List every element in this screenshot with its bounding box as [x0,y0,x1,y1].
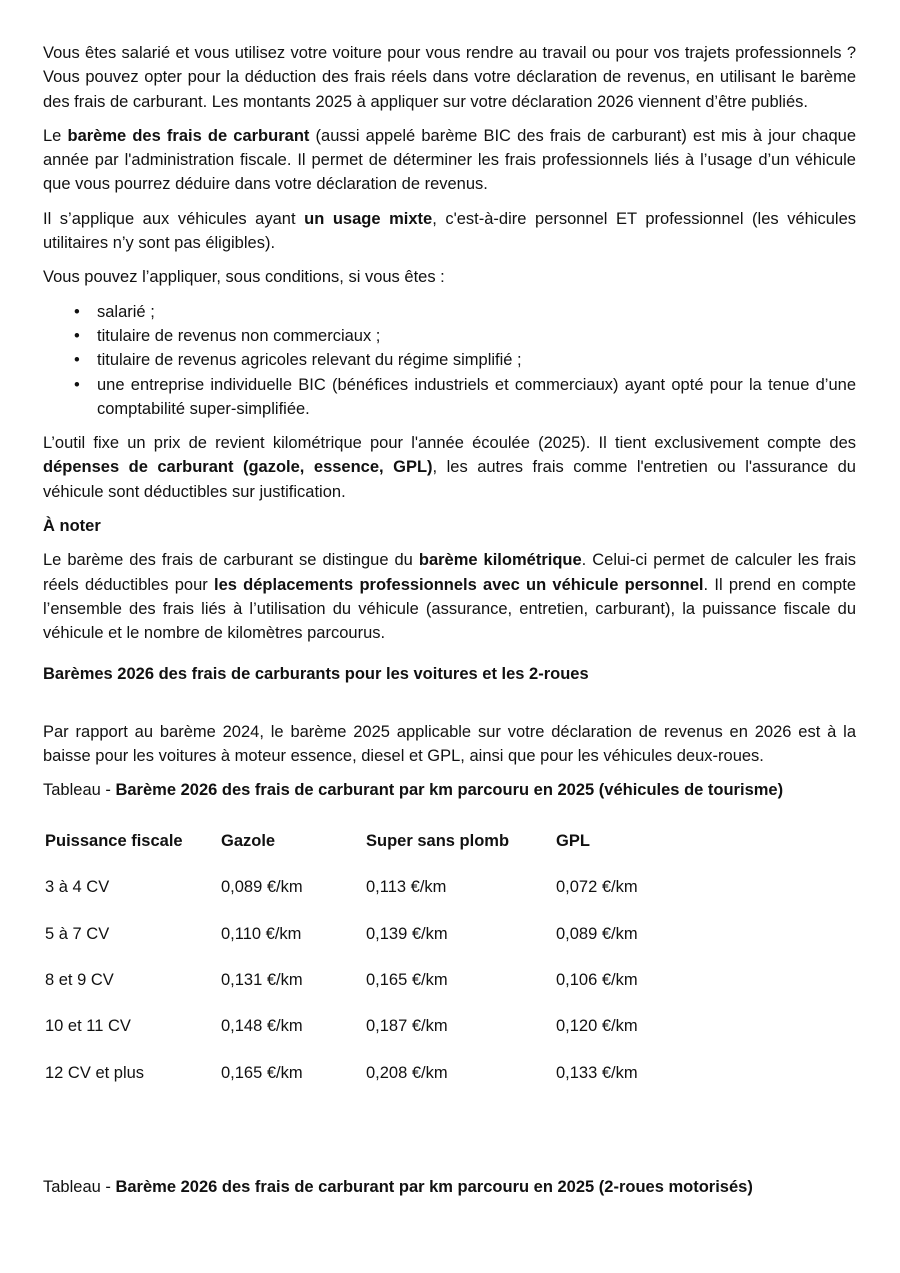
cell-gpl: 0,120 €/km [556,1017,638,1036]
caption-prefix: Tableau - [43,1178,116,1197]
cell-gazole: 0,148 €/km [221,1017,303,1036]
table-header-row [45,829,676,875]
caption-prefix: Tableau - [43,781,116,800]
cell-gazole: 0,110 €/km [221,924,302,943]
header-gpl: GPL [556,831,590,850]
bold-term: les déplacements professionnels avec un véhicule personnel [213,575,704,594]
bareme-definition-paragraph [43,124,856,197]
text-span: . Il prend en compte l’ensemble des frais liés à l’utilisation du véhicule (assurance, entretien, carburant), la puissance fiscale du véhicule et le nombre de kilomètres parcourus. [43,575,856,643]
table-row [45,968,676,1014]
bold-term: barème kilométrique [418,551,582,570]
intro-paragraph: Vous êtes salarié et vous utilisez votre voiture pour vous rendre au travail ou pour vos trajets professionnels ? Vous pouvez opter pour la déduction des frais réels dans votre déclaration de revenus, en utilisant le barème des frais de carburant. Les montants 2025 à appliquer sur votre déclaration 2026 viennent d’être publiés. [43,44,856,111]
usage-mixte-paragraph [43,207,856,256]
cell-puissance: 10 et 11 CV [45,1017,131,1036]
list-item: • salarié ; [97,300,856,324]
text-span: L’outil fixe un prix de revient kilométrique pour l'année écoulée (2025). Il tient exclusivement compte des [43,434,856,453]
cell-puissance: 8 et 9 CV [45,970,114,989]
cell-puissance: 12 CV et plus [45,1063,145,1082]
text-span: Le [43,126,68,145]
cell-gpl: 0,072 €/km [556,878,638,897]
table1-caption [43,778,856,802]
note-paragraph [43,548,856,645]
conditions-list [43,300,856,421]
cell-gazole: 0,131 €/km [221,970,303,989]
cell-gpl: 0,089 €/km [556,924,638,943]
table-row [45,875,676,921]
list-item: • une entreprise individuelle BIC (bénéfices industriels et commerciaux) ayant opté pour la tenue d’une comptabilité super-simplifiée. [97,373,856,422]
text-span: , les autres frais comme l'entretien ou l'assurance du véhicule sont déductibles sur justification. [43,458,856,501]
caption-title: Barème 2026 des frais de carburant par km parcouru en 2025 (2-roues motorisés) [115,1178,753,1197]
cell-gazole: 0,089 €/km [221,878,303,897]
table-row [45,1061,676,1107]
bold-term: un usage mixte [304,209,433,228]
cell-super: 0,165 €/km [366,970,448,989]
header-puissance-fiscale: Puissance fiscale [45,831,183,850]
note-title: À noter [43,517,101,536]
section-heading: Barèmes 2026 des frais de carburants pour les voitures et les 2-roues [43,664,589,683]
table-row [45,922,676,968]
text-span: , c'est-à-dire personnel ET professionnel (les véhicules utilitaires n’y sont pas éligibles). [43,209,856,253]
text-span: (aussi appelé barème BIC des frais de carburant) est mis à jour chaque année par l'administration fiscale. Il permet de déterminer les frais professionnels liés à l’usage d’un véhicule que vous pourrez déduire dans votre déclaration de revenus. [43,126,856,194]
cell-super: 0,208 €/km [366,1063,448,1082]
cell-gpl: 0,106 €/km [556,970,638,989]
caption-title: Barème 2026 des frais de carburant par km parcouru en 2025 (véhicules de tourisme) [115,781,784,800]
text-span: . Celui-ci permet de calculer les frais réels déductibles pour [43,551,857,594]
bold-term: barème des frais de carburant [67,126,310,145]
table2-caption [43,1175,856,1199]
cell-super: 0,113 €/km [366,878,447,897]
carburant-expenses-paragraph [43,431,856,504]
text-span: Le barème des frais de carburant se distingue du [43,551,419,570]
cell-gazole: 0,165 €/km [221,1063,303,1082]
cell-gpl: 0,133 €/km [556,1063,638,1082]
cell-super: 0,139 €/km [366,924,448,943]
text-span: Il s’applique aux véhicules ayant [43,209,305,228]
header-gazole: Gazole [221,831,276,850]
cell-puissance: 3 à 4 CV [45,878,110,897]
header-super-sans-plomb: Super sans plomb [366,831,510,850]
list-item: • titulaire de revenus agricoles relevant du régime simplifié ; [97,348,856,372]
cell-puissance: 5 à 7 CV [45,924,110,943]
section-paragraph: Par rapport au barème 2024, le barème 2025 applicable sur votre déclaration de revenus en 2026 est à la baisse pour les voitures à moteur essence, diesel et GPL, ainsi que pour les véhicules deux-roues. [43,722,856,766]
cell-super: 0,187 €/km [366,1017,448,1036]
conditions-lead: Vous pouvez l’appliquer, sous conditions, si vous êtes : [43,268,445,287]
list-item: • titulaire de revenus non commerciaux ; [97,324,856,348]
table-row [45,1014,676,1060]
bareme-table [45,829,676,1107]
bold-term: dépenses de carburant (gazole, essence, GPL) [43,458,433,477]
